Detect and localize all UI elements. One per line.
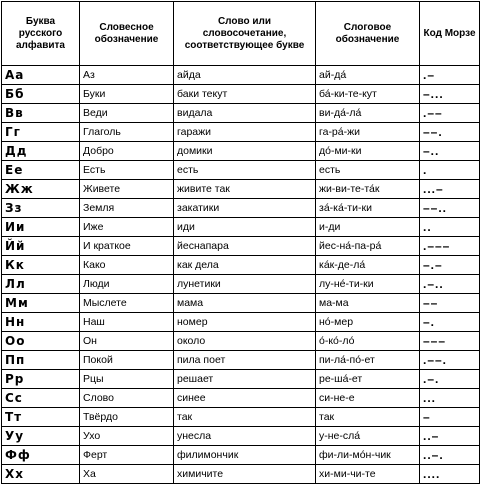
phrase-cell: около bbox=[174, 332, 316, 351]
syllables-cell: ви-да́-ла́ bbox=[316, 104, 420, 123]
letter-cell: Ее bbox=[2, 161, 80, 180]
phrase-cell: унесла bbox=[174, 427, 316, 446]
letter-cell: Кк bbox=[2, 256, 80, 275]
phrase-cell: мама bbox=[174, 294, 316, 313]
phrase-cell: лунетики bbox=[174, 275, 316, 294]
morse-code-cell: –.– bbox=[420, 256, 480, 275]
syllables-cell: есть bbox=[316, 161, 420, 180]
morse-code-cell: –... bbox=[420, 85, 480, 104]
letter-cell: Вв bbox=[2, 104, 80, 123]
table-row bbox=[2, 427, 480, 446]
table-row bbox=[2, 275, 480, 294]
letter-cell: Зз bbox=[2, 199, 80, 218]
letter-cell: Оо bbox=[2, 332, 80, 351]
table-row bbox=[2, 351, 480, 370]
word-name-cell: И краткое bbox=[80, 237, 174, 256]
syllables-cell: йес-на́-па-ра́ bbox=[316, 237, 420, 256]
word-name-cell: Мыслете bbox=[80, 294, 174, 313]
letter-cell: Мм bbox=[2, 294, 80, 313]
morse-code-cell: .–.. bbox=[420, 275, 480, 294]
syllables-cell: лу-не́-ти-ки bbox=[316, 275, 420, 294]
morse-code-cell: –– bbox=[420, 294, 480, 313]
morse-code-cell: .. bbox=[420, 218, 480, 237]
letter-cell: Тт bbox=[2, 408, 80, 427]
table-row bbox=[2, 446, 480, 465]
morse-code-cell: ..– bbox=[420, 427, 480, 446]
syllables-cell: фи-ли-мо́н-чик bbox=[316, 446, 420, 465]
syllables-cell: ка́к-де-ла́ bbox=[316, 256, 420, 275]
word-name-cell: Веди bbox=[80, 104, 174, 123]
phrase-cell: так bbox=[174, 408, 316, 427]
phrase-cell: видала bbox=[174, 104, 316, 123]
word-name-cell: Ухо bbox=[80, 427, 174, 446]
syllables-cell: га-ра́-жи bbox=[316, 123, 420, 142]
letter-cell: Хх bbox=[2, 465, 80, 484]
syllables-cell: хи-ми-чи-те bbox=[316, 465, 420, 484]
morse-code-cell: .... bbox=[420, 465, 480, 484]
letter-cell: Гг bbox=[2, 123, 80, 142]
header-word-name: Словесное обозначение bbox=[80, 2, 174, 66]
letter-cell: Сс bbox=[2, 389, 80, 408]
letter-cell: Пп bbox=[2, 351, 80, 370]
word-name-cell: Он bbox=[80, 332, 174, 351]
table-row bbox=[2, 199, 480, 218]
phrase-cell: живите так bbox=[174, 180, 316, 199]
phrase-cell: баки текут bbox=[174, 85, 316, 104]
table-row bbox=[2, 123, 480, 142]
syllables-cell: но́-мер bbox=[316, 313, 420, 332]
syllables-cell: о́-ко́-ло́ bbox=[316, 332, 420, 351]
phrase-cell: есть bbox=[174, 161, 316, 180]
table-row bbox=[2, 294, 480, 313]
letter-cell: Дд bbox=[2, 142, 80, 161]
word-name-cell: Глаголь bbox=[80, 123, 174, 142]
syllables-cell: жи-ви-те-та́к bbox=[316, 180, 420, 199]
letter-cell: Бб bbox=[2, 85, 80, 104]
phrase-cell: химичите bbox=[174, 465, 316, 484]
word-name-cell: Буки bbox=[80, 85, 174, 104]
phrase-cell: домики bbox=[174, 142, 316, 161]
syllables-cell: до́-ми-ки bbox=[316, 142, 420, 161]
word-name-cell: Ха bbox=[80, 465, 174, 484]
phrase-cell: синее bbox=[174, 389, 316, 408]
word-name-cell: Ферт bbox=[80, 446, 174, 465]
word-name-cell: Аз bbox=[80, 66, 174, 85]
phrase-cell: гаражи bbox=[174, 123, 316, 142]
word-name-cell: Твёрдо bbox=[80, 408, 174, 427]
table-row bbox=[2, 66, 480, 85]
syllables-cell: и-ди bbox=[316, 218, 420, 237]
morse-code-cell: ––.. bbox=[420, 199, 480, 218]
table-row bbox=[2, 465, 480, 484]
table-row bbox=[2, 332, 480, 351]
phrase-cell: решает bbox=[174, 370, 316, 389]
letter-cell: Аа bbox=[2, 66, 80, 85]
syllables-cell: ба́-ки-те-кут bbox=[316, 85, 420, 104]
morse-code-cell: .–. bbox=[420, 370, 480, 389]
header-syllables: Слоговое обозначение bbox=[316, 2, 420, 66]
table-row bbox=[2, 85, 480, 104]
syllables-cell: пи-ла́-по́-ет bbox=[316, 351, 420, 370]
table-row bbox=[2, 256, 480, 275]
syllables-cell: ай-да́ bbox=[316, 66, 420, 85]
table-row bbox=[2, 313, 480, 332]
table-row bbox=[2, 142, 480, 161]
phrase-cell: пила поет bbox=[174, 351, 316, 370]
phrase-cell: иди bbox=[174, 218, 316, 237]
syllables-cell: ма-ма bbox=[316, 294, 420, 313]
word-name-cell: Слово bbox=[80, 389, 174, 408]
letter-cell: Нн bbox=[2, 313, 80, 332]
morse-code-cell: . bbox=[420, 161, 480, 180]
word-name-cell: Иже bbox=[80, 218, 174, 237]
header-letter: Буква русского алфавита bbox=[2, 2, 80, 66]
word-name-cell: Рцы bbox=[80, 370, 174, 389]
letter-cell: Фф bbox=[2, 446, 80, 465]
table-row bbox=[2, 180, 480, 199]
morse-code-table bbox=[1, 1, 480, 484]
word-name-cell: Живете bbox=[80, 180, 174, 199]
word-name-cell: Добро bbox=[80, 142, 174, 161]
word-name-cell: Покой bbox=[80, 351, 174, 370]
syllables-cell: си-не-е bbox=[316, 389, 420, 408]
morse-code-cell: – bbox=[420, 408, 480, 427]
morse-code-cell: ..–. bbox=[420, 446, 480, 465]
phrase-cell: номер bbox=[174, 313, 316, 332]
word-name-cell: Како bbox=[80, 256, 174, 275]
phrase-cell: филимончик bbox=[174, 446, 316, 465]
morse-code-cell: .– bbox=[420, 66, 480, 85]
letter-cell: Уу bbox=[2, 427, 80, 446]
morse-code-cell: .–– bbox=[420, 104, 480, 123]
table-row bbox=[2, 408, 480, 427]
morse-code-cell: ...– bbox=[420, 180, 480, 199]
table-row bbox=[2, 161, 480, 180]
word-name-cell: Земля bbox=[80, 199, 174, 218]
letter-cell: Лл bbox=[2, 275, 80, 294]
table-row bbox=[2, 237, 480, 256]
word-name-cell: Есть bbox=[80, 161, 174, 180]
header-phrase: Слово или словосочетание, соответствующее букве bbox=[174, 2, 316, 66]
phrase-cell: как дела bbox=[174, 256, 316, 275]
morse-code-cell: ... bbox=[420, 389, 480, 408]
phrase-cell: йеснапара bbox=[174, 237, 316, 256]
syllables-cell: у-не-сла́ bbox=[316, 427, 420, 446]
morse-code-cell: .––. bbox=[420, 351, 480, 370]
syllables-cell: за́-ка́-ти-ки bbox=[316, 199, 420, 218]
table-body bbox=[2, 66, 480, 484]
word-name-cell: Люди bbox=[80, 275, 174, 294]
letter-cell: Рр bbox=[2, 370, 80, 389]
letter-cell: Жж bbox=[2, 180, 80, 199]
table-row bbox=[2, 389, 480, 408]
header-row bbox=[2, 2, 480, 66]
table-row bbox=[2, 104, 480, 123]
morse-code-cell: –. bbox=[420, 313, 480, 332]
phrase-cell: закатики bbox=[174, 199, 316, 218]
header-morse-code: Код Морзе bbox=[420, 2, 480, 66]
syllables-cell: ре-ша́-ет bbox=[316, 370, 420, 389]
table-row bbox=[2, 218, 480, 237]
syllables-cell: так bbox=[316, 408, 420, 427]
phrase-cell: айда bbox=[174, 66, 316, 85]
letter-cell: Ии bbox=[2, 218, 80, 237]
table-row bbox=[2, 370, 480, 389]
letter-cell: Йй bbox=[2, 237, 80, 256]
morse-code-cell: ––– bbox=[420, 332, 480, 351]
word-name-cell: Наш bbox=[80, 313, 174, 332]
morse-code-cell: ––. bbox=[420, 123, 480, 142]
morse-code-cell: .––– bbox=[420, 237, 480, 256]
morse-code-cell: –.. bbox=[420, 142, 480, 161]
